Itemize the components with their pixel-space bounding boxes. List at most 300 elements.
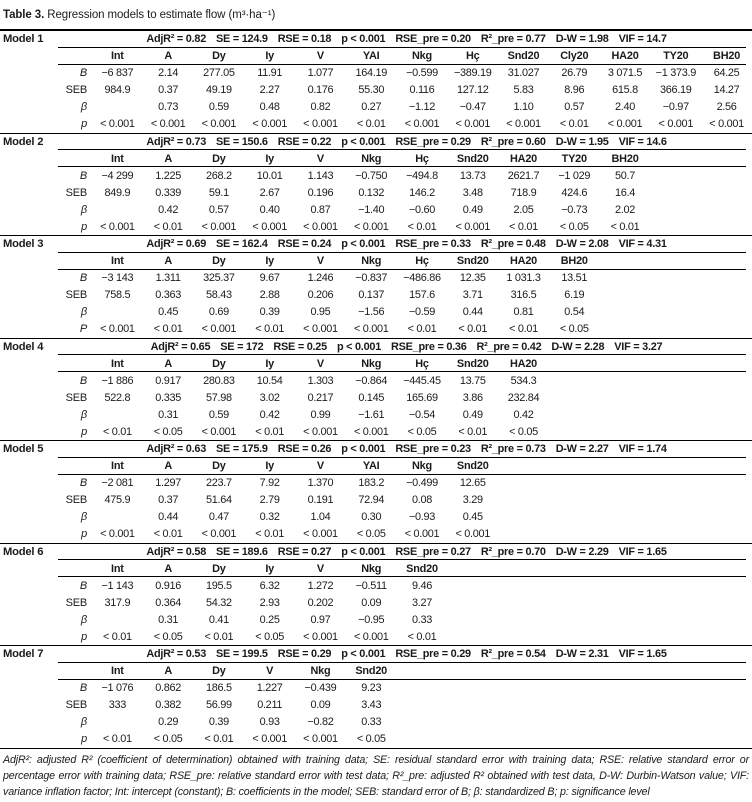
models-container <box>0 31 752 748</box>
value-cell: −0.95 <box>358 613 385 626</box>
value-cell: 2.40 <box>615 101 636 113</box>
value-cell: 3.27 <box>411 596 432 609</box>
coefficient-row <box>0 406 752 423</box>
coefficient-row <box>0 372 752 389</box>
column-header: Nkg <box>411 460 432 472</box>
column-header: Dy <box>212 50 226 62</box>
stat-item: AdjR² = 0.73 <box>146 135 207 148</box>
stat-item: VIF = 14.7 <box>618 33 667 46</box>
column-header-row <box>0 458 752 475</box>
value-cell: 54.32 <box>206 596 232 609</box>
model-statistics <box>61 341 752 353</box>
value-cell: 1 031.3 <box>506 272 541 284</box>
stat-item: AdjR² = 0.58 <box>146 545 207 558</box>
value-cell: < 0.05 <box>153 630 183 643</box>
coefficient-row <box>0 389 752 406</box>
row-label: SEB <box>65 186 87 199</box>
column-header: Dy <box>212 357 226 370</box>
stat-item: AdjR² = 0.65 <box>150 340 211 353</box>
coefficient-row <box>0 697 752 714</box>
model-stats-row <box>0 646 752 663</box>
column-header: V <box>316 357 324 370</box>
column-header-row <box>0 355 752 372</box>
column-header: HA20 <box>611 50 639 62</box>
coefficient-row <box>0 321 752 338</box>
value-cell: −0.54 <box>408 408 435 421</box>
coefficient-row <box>0 423 752 440</box>
table-number: Table 3. <box>3 9 45 21</box>
value-cell: 0.44 <box>462 306 483 318</box>
row-label: p <box>81 118 87 130</box>
value-cell: < 0.05 <box>356 733 386 745</box>
model-block-1 <box>0 31 752 133</box>
value-cell: 0.916 <box>155 579 182 592</box>
model-block-2 <box>0 133 752 236</box>
value-cell: −1 143 <box>101 579 134 592</box>
column-header: Dy <box>212 460 226 472</box>
value-cell: < 0.001 <box>303 528 338 540</box>
stat-item: RSE_pre = 0.36 <box>391 340 467 353</box>
model-block-6 <box>0 543 752 646</box>
stat-item: D-W = 1.95 <box>555 135 609 148</box>
column-header: TY20 <box>561 152 587 165</box>
value-cell: 1.272 <box>307 579 334 592</box>
value-cell: −0.60 <box>408 203 435 216</box>
value-cell: 522.8 <box>104 391 131 404</box>
value-cell: 0.57 <box>208 203 229 216</box>
coefficient-row <box>0 304 752 321</box>
value-cell: < 0.01 <box>204 630 234 643</box>
value-cell: 0.206 <box>307 289 334 301</box>
stat-item: VIF = 1.65 <box>618 648 667 661</box>
value-cell: < 0.01 <box>153 528 183 540</box>
row-label: β <box>80 203 87 216</box>
column-header: A <box>164 562 172 575</box>
value-cell: < 0.001 <box>201 323 237 335</box>
stat-item: D-W = 2.27 <box>555 443 609 456</box>
value-cell: 0.97 <box>310 613 331 626</box>
coefficient-row <box>0 714 752 731</box>
column-header: Nkg <box>310 665 331 677</box>
value-cell: −0.511 <box>355 579 387 592</box>
column-header: Dy <box>212 255 226 267</box>
value-cell: 2.88 <box>259 289 280 301</box>
column-header: Cly20 <box>560 50 589 62</box>
value-cell: < 0.01 <box>102 425 132 438</box>
value-cell: 183.2 <box>358 477 385 489</box>
value-cell: 280.83 <box>203 374 235 387</box>
value-cell: −2 081 <box>101 477 134 489</box>
value-cell: < 0.01 <box>509 220 538 233</box>
value-cell: < 0.001 <box>303 220 338 233</box>
stat-item: RSE_pre = 0.29 <box>395 135 471 148</box>
value-cell: < 0.01 <box>458 425 488 438</box>
value-cell: 0.191 <box>307 494 334 506</box>
value-cell: < 0.001 <box>455 528 491 540</box>
value-cell: < 0.001 <box>252 733 287 745</box>
value-cell: < 0.01 <box>407 630 437 643</box>
model-name: Model 3 <box>3 238 44 251</box>
stat-item: R²_pre = 0.73 <box>480 443 546 456</box>
row-label: SEB <box>65 289 87 301</box>
value-cell: −1 886 <box>101 374 134 387</box>
value-cell: < 0.001 <box>252 118 287 130</box>
value-cell: 0.87 <box>310 203 331 216</box>
value-cell: −0.93 <box>408 511 435 523</box>
column-header: Hç <box>465 50 480 62</box>
stat-item: RSE_pre = 0.27 <box>395 545 471 558</box>
value-cell: < 0.01 <box>458 323 488 335</box>
column-header-row <box>0 560 752 577</box>
stat-item: SE = 150.6 <box>216 135 268 148</box>
value-cell: < 0.01 <box>102 733 132 745</box>
stat-item: SE = 124.9 <box>216 33 268 46</box>
value-cell: 0.30 <box>361 511 382 523</box>
value-cell: 0.44 <box>158 511 179 523</box>
column-header: BH20 <box>713 50 741 62</box>
value-cell: 0.49 <box>462 203 483 216</box>
stat-item: p < 0.001 <box>341 545 386 558</box>
column-header: Int <box>111 460 124 472</box>
row-label: p <box>81 528 87 540</box>
column-header-row <box>0 253 752 270</box>
value-cell: −486.86 <box>403 272 441 284</box>
stat-item: VIF = 1.65 <box>618 545 667 558</box>
column-header: Nkg <box>361 357 382 370</box>
row-label: SEB <box>65 494 87 506</box>
value-cell: −1 029 <box>558 169 591 182</box>
value-cell: 2.56 <box>716 101 737 113</box>
value-cell: 1.370 <box>307 477 334 489</box>
value-cell: 165.69 <box>406 391 438 404</box>
model-block-7 <box>0 645 752 748</box>
stat-item: VIF = 3.27 <box>614 340 663 353</box>
stat-item: R²_pre = 0.77 <box>480 33 546 46</box>
column-header: A <box>164 255 172 267</box>
value-cell: 1.10 <box>513 101 534 113</box>
value-cell: 3 071.5 <box>607 67 643 79</box>
column-header: A <box>164 152 172 165</box>
value-cell: 0.40 <box>259 203 280 216</box>
value-cell: 8.96 <box>564 84 585 96</box>
column-header: HA20 <box>509 152 538 165</box>
stat-item: p < 0.001 <box>336 340 382 353</box>
value-cell: 2.79 <box>259 494 280 506</box>
value-cell: −494.8 <box>406 169 438 182</box>
model-name: Model 7 <box>3 648 44 661</box>
coefficient-row <box>0 201 752 218</box>
value-cell: 3.29 <box>462 494 483 506</box>
value-cell: 0.42 <box>158 203 179 216</box>
value-cell: 0.93 <box>259 716 280 728</box>
value-cell: 0.31 <box>158 613 179 626</box>
value-cell: 164.19 <box>355 67 387 79</box>
value-cell: −0.439 <box>304 682 337 694</box>
row-label: β <box>80 716 87 728</box>
value-cell: 1.311 <box>155 272 181 284</box>
model-stats-row <box>0 441 752 458</box>
stat-item: R²_pre = 0.54 <box>480 648 546 661</box>
value-cell: < 0.05 <box>407 425 437 438</box>
stat-item: R²_pre = 0.70 <box>480 545 546 558</box>
value-cell: 6.19 <box>564 289 585 301</box>
stat-item: p < 0.001 <box>341 238 386 251</box>
stat-item: AdjR² = 0.69 <box>146 238 207 251</box>
value-cell: 0.25 <box>259 613 280 626</box>
value-cell: −1.56 <box>358 306 385 318</box>
value-cell: −3 143 <box>101 272 134 284</box>
value-cell: 0.73 <box>158 101 179 113</box>
value-cell: 13.75 <box>459 374 486 387</box>
value-cell: 49.19 <box>206 84 232 96</box>
value-cell: < 0.01 <box>407 323 437 335</box>
value-cell: 0.82 <box>310 101 331 113</box>
value-cell: < 0.01 <box>255 323 285 335</box>
column-header: Snd20 <box>355 665 388 677</box>
stat-item: D-W = 1.98 <box>555 33 609 46</box>
value-cell: 0.42 <box>259 408 280 421</box>
value-cell: < 0.01 <box>153 323 183 335</box>
value-cell: 3.02 <box>259 391 280 404</box>
value-cell: 6.32 <box>259 579 280 592</box>
coefficient-row <box>0 577 752 594</box>
value-cell: −4 299 <box>101 169 134 182</box>
column-header: A <box>164 460 172 472</box>
stat-item: R²_pre = 0.48 <box>480 238 546 251</box>
value-cell: 0.09 <box>361 596 382 609</box>
value-cell: 51.64 <box>206 494 232 506</box>
value-cell: 9.23 <box>361 682 382 694</box>
value-cell: < 0.001 <box>303 118 338 130</box>
stat-item: AdjR² = 0.82 <box>146 33 207 46</box>
value-cell: 0.29 <box>158 716 179 728</box>
value-cell: < 0.001 <box>303 323 338 335</box>
row-label: B <box>79 682 87 694</box>
column-header: BH20 <box>611 152 639 165</box>
value-cell: 718.9 <box>510 186 537 199</box>
value-cell: 72.94 <box>358 494 385 506</box>
value-cell: 0.54 <box>564 306 585 318</box>
value-cell: < 0.001 <box>100 220 135 233</box>
model-name: Model 1 <box>3 33 44 46</box>
value-cell: < 0.01 <box>153 220 183 233</box>
value-cell: < 0.001 <box>252 220 287 233</box>
table-caption: Regression models to estimate flow (m³·ha⁻¹) <box>44 9 276 21</box>
value-cell: −0.82 <box>307 716 334 728</box>
value-cell: 50.7 <box>615 169 636 182</box>
stat-item: SE = 175.9 <box>216 443 268 456</box>
value-cell: < 0.001 <box>303 733 338 745</box>
row-label: B <box>79 272 87 284</box>
value-cell: 0.132 <box>358 186 385 199</box>
value-cell: −0.750 <box>355 169 388 182</box>
model-name: Model 6 <box>3 545 44 558</box>
column-header: Nkg <box>361 152 382 165</box>
stat-item: RSE = 0.27 <box>277 545 332 558</box>
stat-item: RSE_pre = 0.23 <box>395 443 471 456</box>
value-cell: 0.39 <box>208 716 229 728</box>
stat-item: AdjR² = 0.53 <box>146 648 207 661</box>
value-cell: 0.335 <box>155 391 182 404</box>
model-statistics <box>61 648 752 660</box>
stat-item: RSE_pre = 0.29 <box>395 648 471 661</box>
value-cell: 0.47 <box>208 511 229 523</box>
column-header-row <box>0 663 752 680</box>
column-header: Hç <box>415 357 429 370</box>
value-cell: 12.35 <box>459 272 486 284</box>
value-cell: 1.246 <box>307 272 334 284</box>
value-cell: 13.51 <box>561 272 588 284</box>
value-cell: 615.8 <box>612 84 638 96</box>
column-header: Snd20 <box>507 50 540 62</box>
model-statistics <box>61 443 752 455</box>
value-cell: 16.4 <box>615 186 636 199</box>
column-header: A <box>164 357 172 370</box>
value-cell: 10.01 <box>256 169 283 182</box>
value-cell: 424.6 <box>561 186 588 199</box>
column-header-row <box>0 150 752 167</box>
value-cell: −1.61 <box>358 408 385 421</box>
value-cell: 0.08 <box>411 494 432 506</box>
value-cell: < 0.05 <box>153 425 183 438</box>
value-cell: < 0.01 <box>204 733 234 745</box>
coefficient-row <box>0 628 752 645</box>
model-stats-row <box>0 544 752 561</box>
value-cell: 0.382 <box>155 699 182 711</box>
row-label: p <box>81 630 87 643</box>
value-cell: 268.2 <box>206 169 232 182</box>
value-cell: 0.211 <box>257 699 283 711</box>
stat-item: RSE = 0.18 <box>277 33 332 46</box>
value-cell: 9.46 <box>411 579 432 592</box>
value-cell: < 0.05 <box>559 220 589 233</box>
column-header: Snd20 <box>456 460 489 472</box>
value-cell: 0.45 <box>158 306 179 318</box>
value-cell: < 0.001 <box>201 118 237 130</box>
row-label: β <box>80 306 87 318</box>
row-label: SEB <box>65 391 87 404</box>
value-cell: < 0.001 <box>150 118 186 130</box>
value-cell: 2621.7 <box>507 169 540 182</box>
value-cell: 7.92 <box>259 477 280 489</box>
value-cell: 0.49 <box>462 408 483 421</box>
value-cell: < 0.05 <box>153 733 183 745</box>
value-cell: 2.93 <box>259 596 280 609</box>
table-footnote: AdjR²: adjusted R² (coefficient of determination) obtained with training data; SE: residual standard error with training data; RSE: relative standard error or percentage error with training data; RSE_pre: relative standard error with test data; R²_pre: adjusted R² obtained with test data, D-W: Durbin-Watson value; VIF: variance inflation factor; Int: intercept (constant); B: coefficients in the model; SEB: standard error of B; β: standardized B; p: significance level <box>0 748 752 801</box>
value-cell: 0.69 <box>208 306 229 318</box>
stat-item: RSE = 0.24 <box>277 238 332 251</box>
value-cell: 3.43 <box>361 699 382 711</box>
column-header: Snd20 <box>456 152 489 165</box>
stat-item: RSE = 0.22 <box>277 135 332 148</box>
value-cell: 56.99 <box>206 699 232 711</box>
stat-item: RSE = 0.29 <box>277 648 332 661</box>
value-cell: < 0.01 <box>407 220 437 233</box>
column-header: V <box>316 50 324 62</box>
value-cell: 58.43 <box>206 289 232 301</box>
stat-item: D-W = 2.29 <box>555 545 609 558</box>
value-cell: 0.116 <box>409 84 435 96</box>
value-cell: −0.47 <box>459 101 486 113</box>
value-cell: −1 076 <box>101 682 134 694</box>
value-cell: −0.599 <box>406 67 438 79</box>
value-cell: 26.79 <box>561 67 588 79</box>
row-label: P <box>79 323 87 335</box>
stat-item: R²_pre = 0.60 <box>480 135 546 148</box>
value-cell: < 0.001 <box>353 323 389 335</box>
value-cell: 277.05 <box>203 67 235 79</box>
row-label: SEB <box>65 596 87 609</box>
value-cell: 475.9 <box>104 494 131 506</box>
row-label: B <box>79 579 87 592</box>
value-cell: 10.54 <box>256 374 283 387</box>
value-cell: 0.917 <box>155 374 182 387</box>
stat-item: D-W = 2.31 <box>555 648 609 661</box>
column-header: HA20 <box>509 255 538 267</box>
stat-item: p < 0.001 <box>341 33 386 46</box>
value-cell: −1.12 <box>408 101 435 113</box>
model-statistics <box>61 238 752 250</box>
value-cell: 2.67 <box>259 186 280 199</box>
value-cell: −0.499 <box>406 477 438 489</box>
stat-item: VIF = 1.74 <box>618 443 667 456</box>
model-stats-row <box>0 339 752 356</box>
coefficient-row <box>0 526 752 543</box>
coefficient-row <box>0 492 752 509</box>
value-cell: < 0.05 <box>559 323 589 335</box>
value-cell: 0.217 <box>307 391 334 404</box>
value-cell: < 0.001 <box>709 118 744 130</box>
value-cell: 758.5 <box>104 289 131 301</box>
value-cell: 1.143 <box>307 169 334 182</box>
value-cell: −389.19 <box>453 67 492 79</box>
value-cell: 232.84 <box>507 391 540 404</box>
model-block-5 <box>0 440 752 543</box>
column-header: Int <box>111 152 124 165</box>
value-cell: 325.37 <box>203 272 235 284</box>
coefficient-row <box>0 509 752 526</box>
value-cell: 31.027 <box>507 67 540 79</box>
column-header: Iy <box>265 255 275 267</box>
value-cell: 59.1 <box>208 186 229 199</box>
column-header: HA20 <box>509 357 538 370</box>
coefficient-row <box>0 218 752 235</box>
value-cell: 0.42 <box>513 408 534 421</box>
value-cell: 2.27 <box>259 84 280 96</box>
value-cell: < 0.001 <box>201 425 237 438</box>
column-header: Iy <box>265 152 275 165</box>
model-statistics <box>61 136 752 148</box>
value-cell: < 0.01 <box>255 425 285 438</box>
value-cell: −0.837 <box>355 272 388 284</box>
value-cell: 534.3 <box>510 374 537 387</box>
row-label: β <box>80 613 87 626</box>
value-cell: 0.95 <box>310 306 331 318</box>
row-label: SEB <box>65 84 87 96</box>
value-cell: < 0.01 <box>255 528 285 540</box>
model-block-3 <box>0 235 752 338</box>
model-block-4 <box>0 338 752 441</box>
coefficient-row <box>0 475 752 492</box>
stat-item: VIF = 4.31 <box>618 238 667 251</box>
value-cell: < 0.01 <box>102 630 132 643</box>
stat-item: R²_pre = 0.42 <box>476 340 542 353</box>
value-cell: 195.5 <box>206 579 232 592</box>
value-cell: < 0.001 <box>658 118 694 130</box>
column-header: A <box>164 665 172 677</box>
value-cell: 0.363 <box>155 289 182 301</box>
value-cell: 0.862 <box>155 682 182 694</box>
